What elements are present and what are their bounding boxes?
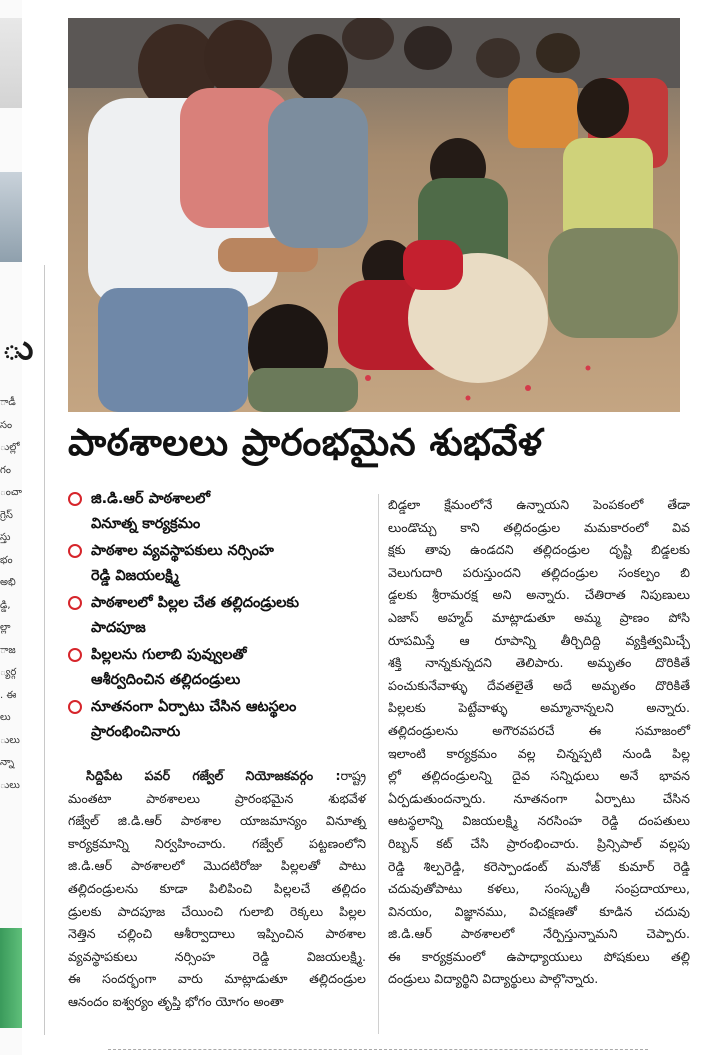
adjacent-text-fragment: ల్లా (0, 622, 11, 633)
highlight-item (66, 539, 371, 589)
adjacent-text-fragment: భం (0, 554, 13, 566)
bullet-ring-icon (68, 700, 82, 714)
article-body-left (68, 765, 366, 1014)
article-line: జి.డి.ఆర్ పాఠశాలలో నేర్పిస్తున్నామని చెప్పారు. (388, 926, 690, 942)
news-photo (68, 18, 680, 412)
article-line: నెత్తిన చల్లించి ఆశీర్వాదాలు ఇప్పించిన పాఠశాల (68, 926, 366, 942)
bullet-ring-icon (68, 596, 82, 610)
highlight-item (66, 591, 371, 641)
adjacent-photo-bottom (0, 928, 22, 1028)
adjacent-text-fragment: ులు (0, 779, 20, 791)
article-line: డ్డలకు శ్రీరామరక్ష అని అన్నారు. చేతిరాత నిపుణులు (388, 587, 690, 603)
adjacent-text-fragment: ుల్లో (0, 442, 20, 453)
article-line: లుండొచ్చు కాని తల్లిదండ్రుల మమకారంలో వివ (388, 519, 690, 535)
column-rule (44, 265, 45, 1035)
adjacent-text-fragment: . ఈ (0, 689, 17, 701)
headline: పాఠశాలలు ప్రారంభమైన శుభవేళ (68, 421, 543, 464)
highlight-text: పాఠశాల వ్యవస్థాపకులు నర్సింహ రెడ్డి విజయలక్ష్మి (91, 543, 274, 584)
adjacent-text-fragment: ాజ (0, 644, 16, 656)
article-line: దండ్రులు విద్యార్థిని విద్యార్థులు పాల్గొన్నారు. (388, 971, 599, 987)
article-line: వెలుగుదారి పరుస్తుందని తల్లిదండ్రుల సంకల్పం బి (388, 564, 690, 580)
article-line: మంతటా పాఠశాలలు ప్రారంభమైన శుభవేళ (68, 790, 366, 806)
adjacent-photo-top (0, 18, 22, 108)
article-line: ల్లో తల్లిదండ్రులన్ని దైవ సన్నిధులు అనే భావన (388, 768, 690, 784)
adjacent-text-fragment: అభి (0, 577, 16, 588)
adjacent-text-fragment: గం (0, 464, 11, 476)
article-line: రిబ్బన్ కట్ చేసి ప్రారంభించారు. ప్రిన్సిపాల్ వల్లపు (388, 835, 690, 851)
adjacent-text-fragment: ంచా (0, 487, 22, 498)
article-line-text: రాష్ట్ర (340, 768, 366, 783)
article-line: రూపమిస్తే ఆ రూపాన్ని తీర్చిదిద్ది వ్యక్తిత్వమిచ్చే (388, 632, 690, 648)
article-line: శక్తి నాన్నకున్నదని తెలిపారు. అమృతం దొరికితే (388, 655, 690, 671)
article-line: రెడ్డి శిల్పరెడ్డి, కరెస్పాండంట్ మనోజ్ కుమార్ రెడ్డి (388, 858, 690, 874)
article-line: ఈ కార్యక్రమంలో ఉపాధ్యాయులు పోషకులు తల్లి (388, 948, 690, 964)
adjacent-text-fragment: సం (0, 419, 13, 431)
adjacent-text-fragment: లు (0, 712, 11, 723)
article-line: తల్లిదండ్రులను కూడా పిలిపించి పిల్లలచే తల్లిదం (68, 880, 366, 896)
article-line: కార్యక్రమాన్ని నిర్వహించారు. గజ్వేల్ పట్టణంలోని (68, 835, 366, 851)
article-line: ఎజాస్ అహ్మద్ మాట్లాడుతూ అమ్మ ప్రాణం పోసి (388, 609, 690, 625)
article-line: ఏర్పడుతుందన్నారు. నూతనంగా ఏర్పాటు చేసిన (388, 790, 690, 806)
column-divider (378, 494, 379, 1034)
adjacent-text-fragments (0, 392, 22, 797)
article-line: చదువుతోపాటు కళలు, సంస్కృతీ సంప్రదాయాలు, (388, 881, 690, 897)
article-line: బిడ్డలా క్షేమంలోనే ఉన్నాయని పెంపకంలో తేడా (388, 497, 690, 512)
bullet-ring-icon (68, 648, 82, 662)
highlight-text: పిల్లలను గులాబి పువ్వులతో ఆశీర్వదించిన తల్లిదండ్రులు (91, 647, 247, 688)
article-line: జి.డి.ఆర్ పాఠశాలలో మొదటిరోజు పిల్లలతో పాటు (68, 858, 366, 874)
bullet-ring-icon (68, 492, 82, 506)
highlight-text: నూతనంగా ఏర్పాటు చేసిన ఆటస్థలం ప్రారంభించినారు (91, 699, 297, 740)
highlight-text: జి.డి.ఆర్ పాఠశాలలో వినూత్న కార్యక్రమం (91, 491, 211, 532)
article-body-right (388, 494, 690, 991)
adjacent-text-fragment: డ్డి, (0, 599, 11, 611)
article-line: ఆటస్థలాన్ని విజయలక్ష్మి నరసింహ రెడ్డి దంపతులు (388, 813, 690, 829)
highlights-list (66, 487, 371, 747)
adjacent-headline-fragment: ు (2, 328, 34, 368)
highlight-item (66, 695, 371, 745)
adjacent-text-fragment: ాడీ (0, 397, 16, 408)
article-line: పిల్లలకు పెట్టేవాళ్ళు అమ్మానాన్నలని అన్నారు. (388, 700, 690, 716)
adjacent-text-fragment: ్యర్గ (0, 667, 17, 678)
footer-divider (108, 1049, 648, 1050)
article-line: డ్రులకు పాదపూజ చేయించి గులాబి రెక్కలు పిల్లల (68, 903, 366, 919)
bullet-ring-icon (68, 544, 82, 558)
article-line: ఇలాంటి కార్యక్రమం వల్ల చిన్నప్పటి నుండి పిల్ల (388, 745, 690, 761)
photo-illustration (68, 18, 680, 412)
article-line: తల్లిదండ్రులను అగౌరవపరచే ఈ సమాజంలో (388, 722, 690, 738)
highlight-item (66, 487, 371, 537)
article-line: వ్యవస్థాపకులు నర్సింహ రెడ్డి విజయలక్ష్మి. (68, 948, 366, 964)
article-line: ఈ సందర్భంగా వారు మాట్లాడుతూ తల్లిదండ్రుల (68, 971, 366, 987)
article-line: క్షకు తావు ఉండదని తల్లిదండ్రుల దృష్టి బిడ్డలకు (388, 542, 690, 558)
adjacent-text-fragment: ులు (0, 734, 20, 746)
adjacent-photo-mid (0, 172, 22, 262)
article-line: వినయం, విజ్ఞానము, విచక్షణతో కూడిన చదువు (388, 903, 690, 919)
article-line: గజ్వేల్ జి.డి.ఆర్ పాఠశాల యాజమాన్యం వినూత్న (68, 813, 366, 829)
article-line (68, 765, 366, 788)
highlight-text: పాఠశాలలో పిల్లల చేత తల్లిదండ్రులకు పాదపూజ (91, 595, 299, 636)
dateline: సిద్దిపేట పవర్ గజ్వేల్ నియోజకవర్గం : (86, 768, 341, 783)
article-line: ఆనందం ఐశ్వర్యం తృప్తి భోగం యోగం అంతా (68, 993, 284, 1009)
article-line: పంచుకునేవాళ్ళు దేవతలైతే అదే అమృతం దొరికితే (388, 677, 690, 693)
highlight-item (66, 643, 371, 693)
adjacent-text-fragment: న్నా (0, 757, 15, 768)
adjacent-text-fragment: స్తు (0, 532, 11, 543)
adjacent-text-fragment: గ్రెస్ (0, 509, 13, 521)
